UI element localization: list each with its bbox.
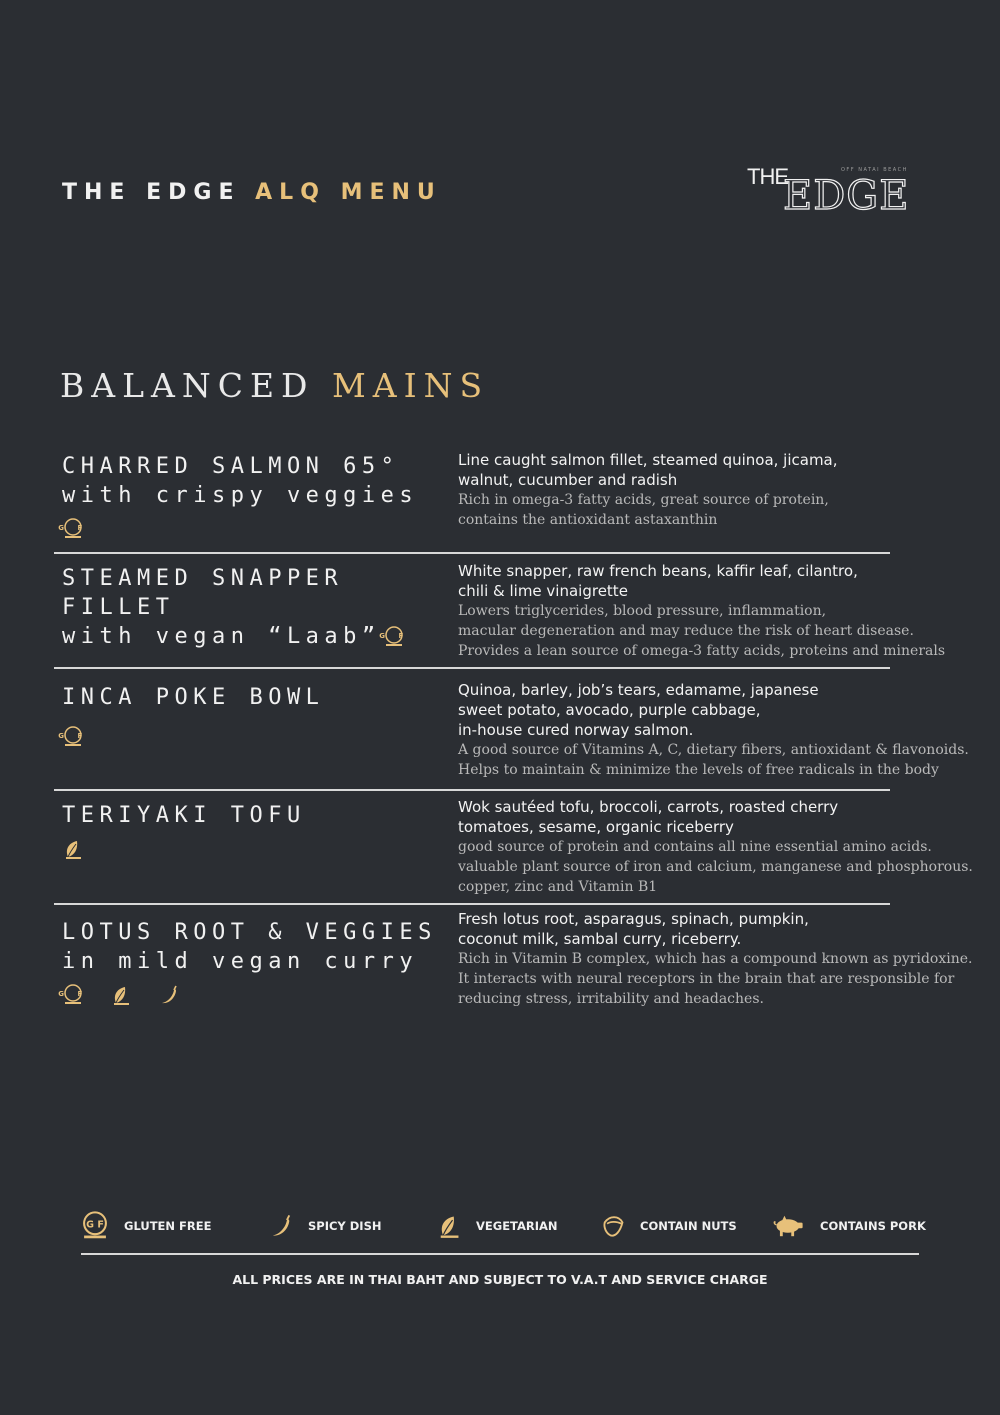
- section-title: [60, 366, 489, 405]
- dish-ingredients-line: Wok sautéed tofu, broccoli, carrots, roasted cherry: [458, 798, 839, 816]
- menu-title-part2: ALQ MENU: [255, 180, 442, 205]
- divider: [54, 552, 890, 554]
- divider: [54, 903, 890, 905]
- dish-description: [458, 909, 988, 1009]
- legend-label: SPICY DISH: [308, 1219, 382, 1233]
- svg-text:G F: G F: [378, 632, 409, 640]
- dish-icons: [58, 722, 462, 746]
- dish-benefits-line: copper, zinc and Vitamin B1: [458, 879, 658, 895]
- divider: [54, 789, 890, 791]
- svg-text:G F: G F: [86, 1219, 104, 1231]
- gluten-free-icon: [58, 726, 88, 748]
- spicy-chili-icon: [268, 1211, 294, 1241]
- legend-item-spicy: [268, 1210, 382, 1242]
- dish-name-line: [62, 622, 462, 651]
- dish-ingredients-line: Fresh lotus root, asparagus, spinach, pumpkin,: [458, 910, 809, 928]
- gluten-free-icon: [80, 1211, 110, 1241]
- legend-label: CONTAIN NUTS: [640, 1219, 737, 1233]
- dish-name-line: STEAMED SNAPPER: [62, 566, 344, 591]
- logo-edge-text: EDGE: [783, 173, 910, 219]
- dish-benefits-line: Helps to maintain & minimize the levels of free radicals in the body: [458, 762, 939, 778]
- dish-name: [58, 683, 462, 746]
- dish-ingredients-line: tomatoes, sesame, organic riceberry: [458, 818, 734, 836]
- footer-note: ALL PRICES ARE IN THAI BAHT AND SUBJECT TO V.A.T AND SERVICE CHARGE: [232, 1272, 768, 1287]
- dish-benefits-line: good source of protein and contains all nine essential amino acids.: [458, 839, 932, 855]
- legend-divider: [81, 1253, 919, 1255]
- dish-name-text: with vegan “Laab”: [62, 624, 381, 649]
- dish-benefits-line: Lowers triglycerides, blood pressure, inflammation,: [458, 603, 827, 619]
- dish-benefits-line: Provides a lean source of omega-3 fatty acids, proteins and minerals: [458, 643, 946, 659]
- dish-name-line: INCA POKE BOWL: [62, 685, 325, 710]
- section-title-part2: MAINS: [332, 366, 490, 405]
- menu-title: [62, 180, 442, 205]
- legend-label: GLUTEN FREE: [124, 1219, 212, 1233]
- pig-icon: [772, 1211, 806, 1241]
- dish-ingredients-line: Quinoa, barley, job’s tears, edamame, japanese: [458, 681, 819, 699]
- svg-text:G F: G F: [58, 732, 88, 740]
- dish-ingredients-line: sweet potato, avocado, purple cabbage,: [458, 701, 761, 719]
- dish-icons: [58, 514, 462, 538]
- gluten-free-icon: [378, 626, 409, 648]
- legend-item-gluten-free: [80, 1210, 211, 1242]
- section-title-part1: BALANCED: [60, 366, 315, 405]
- vegetarian-leaf-icon: [62, 838, 84, 860]
- legend-item-vegetarian: [436, 1210, 558, 1242]
- dish-name-line: FILLET: [62, 595, 175, 620]
- dish-icons: [58, 980, 482, 1004]
- legend-label: VEGETARIAN: [476, 1219, 558, 1233]
- legend: [80, 1210, 930, 1242]
- nut-icon: [600, 1211, 626, 1241]
- vegetarian-leaf-icon: [436, 1211, 462, 1241]
- gluten-free-icon: [58, 518, 88, 540]
- dish-name-line: CHARRED SALMON 65°: [62, 454, 400, 479]
- dish-name: [58, 918, 482, 1004]
- dish-description: [458, 680, 988, 780]
- dish-benefits-line: reducing stress, irritability and headaches.: [458, 991, 764, 1007]
- divider: [54, 667, 890, 669]
- dish-name-line: with crispy veggies: [62, 483, 419, 508]
- the-edge-logo: [745, 162, 915, 224]
- dish-benefits-line: Rich in Vitamin B complex, which has a compound known as pyridoxine.: [458, 951, 973, 967]
- logo-the-text: THE: [747, 164, 788, 189]
- menu-title-part1: THE EDGE: [62, 180, 241, 205]
- dish-description: [458, 797, 988, 897]
- dish-ingredients-line: White snapper, raw french beans, kaffir leaf, cilantro,: [458, 562, 858, 580]
- legend-item-nuts: [600, 1210, 737, 1242]
- dish-name: [62, 801, 462, 858]
- dish-name-line: in mild vegan curry: [62, 949, 419, 974]
- dish-ingredients-line: coconut milk, sambal curry, riceberry.: [458, 930, 742, 948]
- dish-ingredients-line: walnut, cucumber and radish: [458, 471, 678, 489]
- dish-benefits-line: Rich in omega-3 fatty acids, great source of protein,: [458, 492, 829, 508]
- dish-name-line: TERIYAKI TOFU: [62, 803, 306, 828]
- legend-label: CONTAINS PORK: [820, 1219, 926, 1233]
- dish-benefits-line: valuable plant source of iron and calcium, manganese and phosphorous.: [458, 859, 973, 875]
- gluten-free-icon: [58, 984, 88, 1006]
- dish-benefits-line: A good source of Vitamins A, C, dietary fibers, antioxidant & flavonoids.: [458, 742, 969, 758]
- dish-description: [458, 561, 988, 661]
- dish-name-line: LOTUS ROOT & VEGGIES: [62, 920, 437, 945]
- dish-benefits-line: It interacts with neural receptors in the brain that are responsible for: [458, 971, 955, 987]
- spicy-chili-icon: [158, 984, 180, 1006]
- svg-text:G F: G F: [58, 524, 88, 532]
- dish-ingredients-line: Line caught salmon fillet, steamed quinoa, jicama,: [458, 451, 838, 469]
- dish-benefits-line: macular degeneration and may reduce the risk of heart disease.: [458, 623, 914, 639]
- dish-name: [62, 564, 462, 651]
- dish-description: [458, 450, 988, 530]
- dish-ingredients-line: chili & lime vinaigrette: [458, 582, 628, 600]
- svg-text:G F: G F: [58, 990, 88, 998]
- dish-benefits-line: contains the antioxidant astaxanthin: [458, 512, 718, 528]
- legend-item-pork: [772, 1210, 926, 1242]
- dish-icons: [62, 834, 462, 858]
- dish-name: [58, 452, 462, 538]
- vegetarian-leaf-icon: [110, 984, 132, 1006]
- logo-tagline: OFF NATAI BEACH: [841, 167, 908, 173]
- dish-ingredients-line: in-house cured norway salmon.: [458, 721, 694, 739]
